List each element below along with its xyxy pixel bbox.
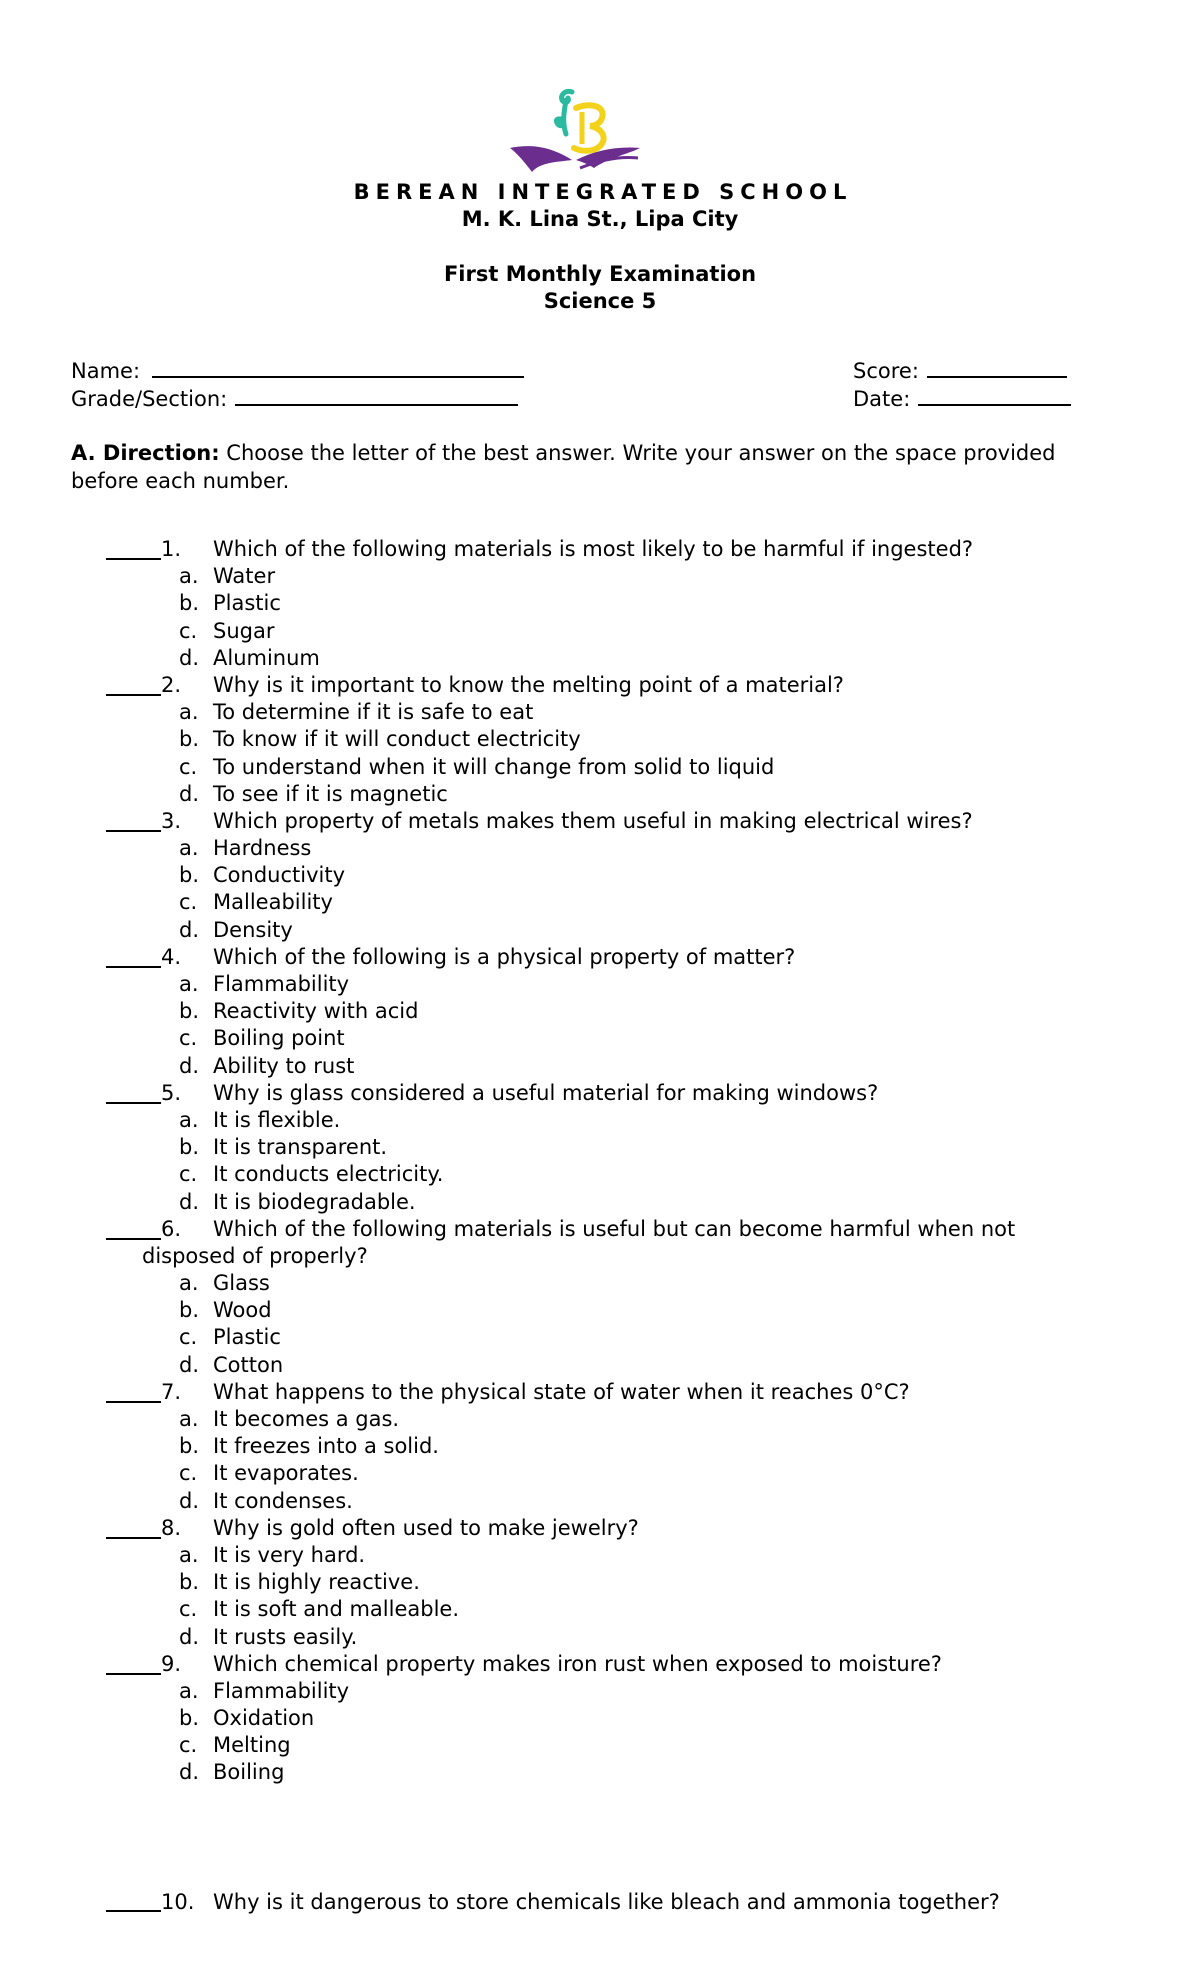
grade-section-blank[interactable] bbox=[235, 384, 518, 406]
option-item bbox=[0, 1624, 1200, 1651]
option-letter: a. bbox=[179, 1542, 199, 1567]
option-letter: c. bbox=[179, 1162, 198, 1187]
option-letter: c. bbox=[179, 1733, 198, 1758]
option-letter: b. bbox=[179, 1434, 200, 1459]
option-text: It is transparent. bbox=[213, 1135, 388, 1160]
option-text: Sugar bbox=[213, 618, 275, 643]
direction-text: Choose the letter of the best answer. Write your answer on the space provided before each number. bbox=[71, 441, 1056, 493]
option-text: It rusts easily. bbox=[213, 1624, 358, 1649]
question-number: 9. bbox=[161, 1651, 182, 1676]
option-item bbox=[0, 726, 1200, 753]
question-line bbox=[0, 1080, 1200, 1107]
option-letter: c. bbox=[179, 890, 198, 915]
option-item bbox=[0, 1759, 1200, 1786]
score-blank[interactable] bbox=[927, 356, 1067, 378]
option-letter: a. bbox=[179, 564, 199, 589]
option-text: To understand when it will change from solid to liquid bbox=[213, 754, 775, 779]
answer-blank[interactable] bbox=[106, 1401, 161, 1403]
option-text: Ability to rust bbox=[213, 1053, 355, 1078]
option-letter: b. bbox=[179, 591, 200, 616]
option-text: Boiling bbox=[213, 1760, 285, 1785]
option-item bbox=[0, 754, 1200, 781]
school-name: BEREAN INTEGRATED SCHOOL bbox=[353, 180, 853, 204]
question-number: 7. bbox=[161, 1379, 182, 1404]
question-number: 2. bbox=[161, 672, 182, 697]
option-item bbox=[0, 1732, 1200, 1759]
option-letter: b. bbox=[179, 1135, 200, 1160]
answer-blank[interactable] bbox=[106, 830, 161, 832]
option-text: Plastic bbox=[213, 1325, 281, 1350]
option-text: It evaporates. bbox=[213, 1461, 359, 1486]
option-item bbox=[0, 1705, 1200, 1732]
option-text: Melting bbox=[213, 1733, 291, 1758]
exam-title: First Monthly Examination bbox=[443, 262, 757, 286]
option-letter: a. bbox=[179, 1678, 199, 1703]
school-address: M. K. Lina St., Lipa City bbox=[461, 207, 739, 231]
option-text: It is flexible. bbox=[213, 1107, 341, 1132]
option-item bbox=[0, 1189, 1200, 1216]
name-field bbox=[71, 356, 524, 385]
date-blank[interactable] bbox=[918, 384, 1071, 406]
question-line bbox=[0, 1651, 1200, 1678]
option-text: Oxidation bbox=[213, 1706, 315, 1731]
question-3 bbox=[0, 808, 1200, 944]
option-text: Flammability bbox=[213, 972, 350, 996]
option-letter: d. bbox=[179, 1352, 200, 1377]
question-text: Why is it important to know the melting point of a material? bbox=[213, 672, 844, 697]
question-line bbox=[0, 672, 1200, 699]
question-2 bbox=[0, 672, 1200, 808]
date-field bbox=[853, 384, 1071, 413]
option-item bbox=[0, 1324, 1200, 1351]
question-text-continued: disposed of properly? bbox=[142, 1243, 368, 1268]
option-letter: b. bbox=[179, 1570, 200, 1595]
option-letter: a. bbox=[179, 1107, 199, 1132]
question-text: Why is glass considered a useful material for making windows? bbox=[213, 1080, 879, 1105]
option-item bbox=[0, 1542, 1200, 1569]
option-item bbox=[0, 862, 1200, 889]
question-text: What happens to the physical state of water when it reaches 0°C? bbox=[213, 1379, 910, 1404]
option-letter: d. bbox=[179, 1624, 200, 1649]
question-line bbox=[0, 1515, 1200, 1542]
question-10 bbox=[0, 1888, 1200, 1916]
answer-blank[interactable] bbox=[106, 558, 161, 560]
option-item bbox=[0, 1460, 1200, 1487]
option-letter: c. bbox=[179, 754, 198, 779]
direction-label: A. Direction: bbox=[71, 441, 220, 465]
date-label: Date: bbox=[853, 387, 911, 411]
option-item bbox=[0, 971, 1200, 998]
option-letter: b. bbox=[179, 727, 200, 752]
answer-blank[interactable] bbox=[106, 1102, 161, 1104]
option-item bbox=[0, 889, 1200, 916]
option-item bbox=[0, 781, 1200, 808]
option-letter: d. bbox=[179, 1488, 200, 1513]
option-text: To determine if it is safe to eat bbox=[213, 700, 534, 725]
name-blank[interactable] bbox=[152, 356, 524, 378]
option-item bbox=[0, 1352, 1200, 1379]
option-item bbox=[0, 699, 1200, 726]
question-number: 8. bbox=[161, 1515, 182, 1540]
option-letter: b. bbox=[179, 1298, 200, 1323]
option-letter: d. bbox=[179, 645, 200, 670]
option-item bbox=[0, 1297, 1200, 1324]
option-letter: c. bbox=[179, 618, 198, 643]
option-text: Cotton bbox=[213, 1352, 284, 1377]
option-item bbox=[0, 563, 1200, 590]
option-item bbox=[0, 1134, 1200, 1161]
question-7 bbox=[0, 1379, 1200, 1515]
grade-section-label: Grade/Section: bbox=[71, 387, 228, 411]
option-letter: a. bbox=[179, 1271, 199, 1296]
question-line bbox=[0, 944, 1200, 971]
option-item bbox=[0, 645, 1200, 672]
option-letter: c. bbox=[179, 1461, 198, 1486]
question-number: 5. bbox=[161, 1080, 182, 1105]
option-letter: a. bbox=[179, 836, 199, 861]
option-item bbox=[0, 1406, 1200, 1433]
question-number: 10. bbox=[161, 1890, 195, 1914]
option-text: It is very hard. bbox=[213, 1542, 366, 1567]
option-text: It condenses. bbox=[213, 1488, 353, 1513]
question-4 bbox=[0, 944, 1200, 1080]
answer-blank[interactable] bbox=[106, 1673, 161, 1675]
option-letter: c. bbox=[179, 1026, 198, 1051]
option-text: To know if it will conduct electricity bbox=[213, 727, 581, 752]
question-list bbox=[0, 536, 1200, 1787]
question-line bbox=[0, 808, 1200, 835]
option-text: It conducts electricity. bbox=[213, 1162, 444, 1187]
question-line bbox=[0, 1216, 1200, 1243]
option-text: Reactivity with acid bbox=[213, 999, 419, 1024]
option-text: Plastic bbox=[213, 591, 281, 616]
option-item bbox=[0, 917, 1200, 944]
option-text: It is soft and malleable. bbox=[213, 1597, 460, 1622]
option-item bbox=[0, 1569, 1200, 1596]
question-1 bbox=[0, 536, 1200, 672]
option-item bbox=[0, 1053, 1200, 1080]
question-line bbox=[0, 536, 1200, 563]
answer-blank[interactable] bbox=[106, 1910, 161, 1912]
option-text: Density bbox=[213, 917, 293, 942]
option-item bbox=[0, 1678, 1200, 1705]
option-letter: d. bbox=[179, 1053, 200, 1078]
option-item bbox=[0, 1596, 1200, 1623]
question-text: Which property of metals makes them useful in making electrical wires? bbox=[213, 808, 973, 833]
option-letter: d. bbox=[179, 781, 200, 806]
option-letter: a. bbox=[179, 1407, 199, 1431]
option-text: It is biodegradable. bbox=[213, 1189, 416, 1214]
question-9 bbox=[0, 1651, 1200, 1787]
question-text: Which of the following materials is most likely to be harmful if ingested? bbox=[213, 537, 974, 561]
option-text: It is highly reactive. bbox=[213, 1570, 420, 1595]
option-item bbox=[0, 835, 1200, 862]
question-text: Which of the following is a physical property of matter? bbox=[213, 944, 796, 969]
option-text: It freezes into a solid. bbox=[213, 1434, 439, 1459]
grade-section-field bbox=[71, 384, 518, 413]
option-letter: a. bbox=[179, 972, 199, 996]
option-letter: d. bbox=[179, 1189, 200, 1214]
option-item bbox=[0, 618, 1200, 645]
option-item bbox=[0, 1270, 1200, 1297]
option-item bbox=[0, 1488, 1200, 1515]
option-text: Glass bbox=[213, 1271, 270, 1296]
direction-block bbox=[71, 439, 1111, 495]
question-number: 6. bbox=[161, 1216, 182, 1241]
option-text: Malleability bbox=[213, 890, 333, 915]
option-text: It becomes a gas. bbox=[213, 1407, 400, 1431]
option-text: Conductivity bbox=[213, 863, 345, 888]
question-5 bbox=[0, 1080, 1200, 1216]
question-line bbox=[0, 1379, 1200, 1406]
option-item bbox=[0, 1107, 1200, 1134]
option-text: Boiling point bbox=[213, 1026, 345, 1051]
exam-subject: Science 5 bbox=[543, 289, 657, 313]
question-8 bbox=[0, 1515, 1200, 1651]
option-letter: c. bbox=[179, 1597, 198, 1622]
option-letter: d. bbox=[179, 1760, 200, 1785]
question-text: Why is it dangerous to store chemicals like bleach and ammonia together? bbox=[213, 1890, 1000, 1914]
question-text: Why is gold often used to make jewelry? bbox=[213, 1515, 639, 1540]
option-letter: a. bbox=[179, 700, 199, 725]
option-item bbox=[0, 1025, 1200, 1052]
option-letter: c. bbox=[179, 1325, 198, 1350]
option-letter: d. bbox=[179, 917, 200, 942]
question-number: 4. bbox=[161, 944, 182, 969]
answer-blank[interactable] bbox=[106, 1238, 161, 1240]
question-continuation-line bbox=[0, 1243, 1200, 1270]
option-letter: b. bbox=[179, 1706, 200, 1731]
option-text: To see if it is magnetic bbox=[213, 781, 448, 806]
answer-blank[interactable] bbox=[106, 694, 161, 696]
question-text: Which of the following materials is useful but can become harmful when not bbox=[213, 1216, 1016, 1241]
option-text: Hardness bbox=[213, 836, 312, 861]
option-item bbox=[0, 1433, 1200, 1460]
option-text: Flammability bbox=[213, 1678, 350, 1703]
score-label: Score: bbox=[853, 359, 919, 383]
question-text: Which chemical property makes iron rust when exposed to moisture? bbox=[213, 1651, 942, 1676]
option-letter: b. bbox=[179, 863, 200, 888]
score-field bbox=[853, 356, 1067, 385]
question-number: 1. bbox=[161, 537, 182, 561]
school-logo bbox=[510, 88, 640, 178]
option-item bbox=[0, 998, 1200, 1025]
answer-blank[interactable] bbox=[106, 966, 161, 968]
question-6 bbox=[0, 1216, 1200, 1379]
option-item bbox=[0, 1161, 1200, 1188]
question-number: 3. bbox=[161, 808, 182, 833]
option-text: Wood bbox=[213, 1298, 272, 1323]
option-item bbox=[0, 590, 1200, 617]
option-text: Water bbox=[213, 564, 276, 589]
option-letter: b. bbox=[179, 999, 200, 1024]
name-label: Name: bbox=[71, 359, 141, 383]
answer-blank[interactable] bbox=[106, 1537, 161, 1539]
option-text: Aluminum bbox=[213, 645, 320, 670]
